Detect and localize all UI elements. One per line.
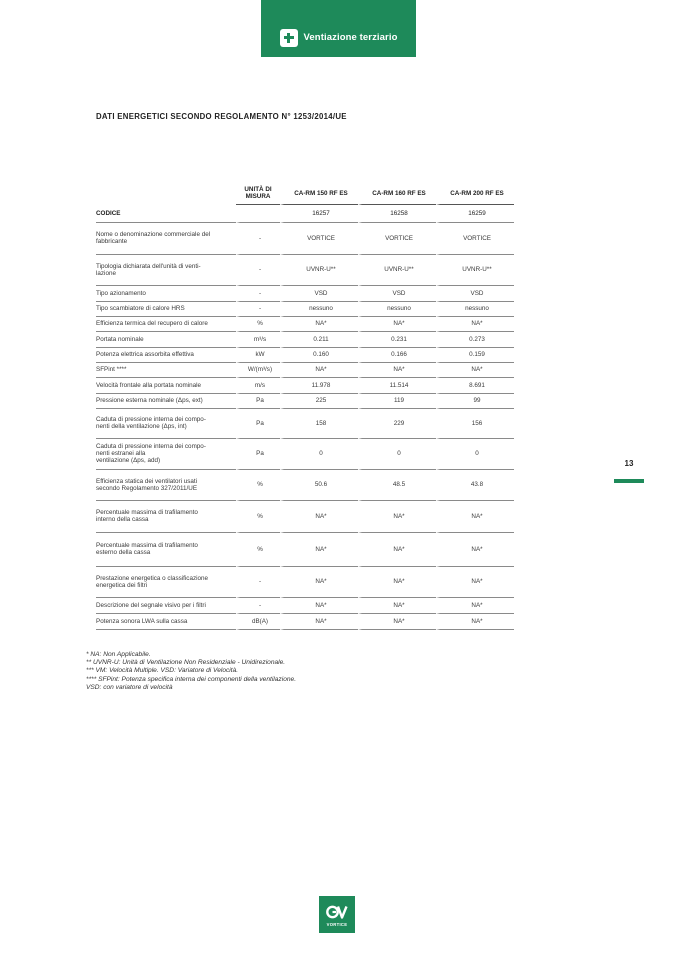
row-label: [96, 223, 236, 255]
row-value: VORTICE: [280, 223, 358, 255]
row-label: [96, 348, 236, 363]
row-label-line: Tipo scambiatore di calore HRS: [96, 305, 185, 313]
row-value: 11.514: [358, 378, 436, 394]
row-value: VORTICE: [436, 223, 514, 255]
row-unit: Pa: [236, 409, 280, 439]
row-label: [96, 302, 236, 317]
row-value: 99: [436, 394, 514, 409]
row-value: NA*: [436, 567, 514, 598]
row-label-line: nenti della ventilazione (Δps, int): [96, 423, 187, 431]
vortice-logo-icon: [326, 903, 348, 921]
row-label-line: Tipologia dichiarata dell'unità di venti-: [96, 262, 201, 270]
table-row: [96, 317, 514, 332]
table-row: [96, 533, 514, 567]
row-value: 0.231: [358, 332, 436, 348]
section-title: DATI ENERGETICI SECONDO REGOLAMENTO N° 1253/2014/UE: [96, 112, 347, 121]
table-row: [96, 409, 514, 439]
footnote: *** VM: Velocità Multiple. VSD: Variatore di Velocità.: [86, 667, 239, 675]
row-value: 16257: [280, 205, 358, 223]
row-unit: W/(m³/s): [236, 363, 280, 378]
row-value: nessuno: [436, 302, 514, 317]
table-row: [96, 223, 514, 255]
model-column-header: CA-RM 160 RF ES: [358, 186, 436, 205]
table-row: [96, 286, 514, 302]
row-unit: Pa: [236, 439, 280, 470]
row-label-line: Velocità frontale alla portata nominale: [96, 381, 202, 389]
row-unit: %: [236, 533, 280, 567]
row-label-line: esterno della cassa: [96, 549, 151, 557]
header-title: Ventiazione terziario: [303, 32, 398, 43]
row-value: nessuno: [358, 302, 436, 317]
table-row: [96, 439, 514, 470]
row-value: 229: [358, 409, 436, 439]
row-value: NA*: [280, 567, 358, 598]
row-label-line: Efficienza statica dei ventilatori usati: [96, 477, 198, 485]
row-value: UVNR-U**: [358, 255, 436, 286]
row-value: 158: [280, 409, 358, 439]
row-label: [96, 286, 236, 302]
medical-cross-icon: [280, 29, 298, 47]
row-label: [96, 567, 236, 598]
row-value: 156: [436, 409, 514, 439]
row-value: NA*: [436, 598, 514, 614]
row-value: 48.5: [358, 470, 436, 501]
row-label-line: Efficienza termica del recupero di calore: [96, 320, 208, 328]
footnote: VSD: con variatore di velocità: [86, 683, 173, 691]
row-value: 16259: [436, 205, 514, 223]
row-value: NA*: [280, 501, 358, 533]
table-row: [96, 567, 514, 598]
row-value: VSD: [280, 286, 358, 302]
row-value: NA*: [436, 363, 514, 378]
row-unit: kW: [236, 348, 280, 363]
table-row: [96, 302, 514, 317]
row-label-line: lazione: [96, 269, 116, 277]
row-label-line: Caduta di pressione interna dei compo-: [96, 416, 206, 424]
row-label-line: energetica dei filtri: [96, 581, 148, 589]
table-row: [96, 378, 514, 394]
row-value: NA*: [280, 363, 358, 378]
row-label-line: Percentuale massima di trafilamento: [96, 542, 198, 550]
row-label: [96, 378, 236, 394]
row-label-line: interno della cassa: [96, 516, 149, 524]
row-value: 11.978: [280, 378, 358, 394]
table-row: [96, 205, 514, 223]
row-value: 0: [436, 439, 514, 470]
row-value: nessuno: [280, 302, 358, 317]
row-value: 43.8: [436, 470, 514, 501]
row-value: 8.691: [436, 378, 514, 394]
footnote: * NA: Non Applicabile.: [86, 651, 151, 658]
row-label-line: Portata nominale: [96, 335, 144, 343]
row-value: VORTICE: [358, 223, 436, 255]
model-column-header: CA-RM 200 RF ES: [436, 186, 514, 205]
row-label: [96, 533, 236, 567]
row-label-line: Descrizione del segnale visivo per i filtri: [96, 601, 206, 609]
row-value: NA*: [358, 501, 436, 533]
unit-header-line-2: MISURA: [245, 193, 271, 201]
table-row: [96, 501, 514, 533]
energy-data-table: [96, 186, 514, 630]
logo-name: VORTICE: [326, 921, 348, 927]
row-label-line: Potenza elettrica assorbita effettiva: [96, 351, 194, 359]
row-value: UVNR-U**: [436, 255, 514, 286]
row-label-line: Pressione esterna nominale (Δps, ext): [96, 397, 203, 405]
row-label-line: ventilazione (Δps, add): [96, 457, 161, 465]
row-unit: %: [236, 470, 280, 501]
row-label-line: Nome o denominazione commerciale del: [96, 231, 211, 239]
table-row: [96, 363, 514, 378]
row-label: [96, 598, 236, 614]
row-value: 0: [358, 439, 436, 470]
row-unit: -: [236, 255, 280, 286]
row-label: [96, 614, 236, 630]
row-label: [96, 363, 236, 378]
row-value: 0.273: [436, 332, 514, 348]
row-unit: Pa: [236, 394, 280, 409]
row-value: 225: [280, 394, 358, 409]
row-value: VSD: [436, 286, 514, 302]
row-label-line: secondo Regolamento 327/2011/UE: [96, 484, 198, 492]
row-label-line: fabbricante: [96, 238, 128, 246]
row-value: NA*: [280, 317, 358, 332]
row-unit: %: [236, 317, 280, 332]
row-label-line: Prestazione energetica o classificazione: [96, 574, 209, 582]
footnote: ** UVNR-U: Unità di Ventilazione Non Residenziale - Unidirezionale.: [86, 659, 286, 667]
unit-header-line-1: UNITÀ DI: [244, 186, 272, 193]
table-row: [96, 470, 514, 501]
row-label-line: SFPint ****: [96, 366, 127, 374]
row-value: 16258: [358, 205, 436, 223]
row-unit: -: [236, 286, 280, 302]
row-label-line: CODICE: [96, 209, 121, 217]
page-marker-bar: [614, 479, 644, 483]
row-value: NA*: [358, 614, 436, 630]
row-label: [96, 205, 236, 223]
row-label: [96, 317, 236, 332]
row-label: [96, 501, 236, 533]
row-unit: -: [236, 302, 280, 317]
row-value: 119: [358, 394, 436, 409]
row-value: NA*: [436, 501, 514, 533]
row-value: 50.6: [280, 470, 358, 501]
row-label: [96, 439, 236, 470]
row-unit: -: [236, 567, 280, 598]
row-label-line: Potenza sonora LWA sulla cassa: [96, 617, 188, 625]
row-value: NA*: [280, 598, 358, 614]
row-value: NA*: [436, 614, 514, 630]
row-value: NA*: [436, 317, 514, 332]
row-value: UVNR-U**: [280, 255, 358, 286]
row-unit: -: [236, 598, 280, 614]
row-label: [96, 409, 236, 439]
page-number: 13: [624, 459, 634, 468]
row-label-line: nenti estranei alla: [96, 450, 146, 458]
row-label-line: Tipo azionamento: [96, 289, 146, 297]
row-value: NA*: [358, 317, 436, 332]
row-unit: m³/s: [236, 332, 280, 348]
row-value: 0.166: [358, 348, 436, 363]
row-value: 0.211: [280, 332, 358, 348]
row-unit: -: [236, 223, 280, 255]
row-label-line: Percentuale massima di trafilamento: [96, 509, 198, 517]
row-value: NA*: [358, 598, 436, 614]
row-unit: [236, 205, 280, 223]
header-empty: [96, 186, 236, 205]
vortice-logo: [319, 896, 355, 933]
table-row: [96, 614, 514, 630]
table-row: [96, 255, 514, 286]
row-value: 0.159: [436, 348, 514, 363]
model-column-header: CA-RM 150 RF ES: [280, 186, 358, 205]
footnotes: [86, 651, 296, 692]
unit-column-header: [236, 186, 280, 205]
table-row: [96, 348, 514, 363]
row-unit: m/s: [236, 378, 280, 394]
row-value: VSD: [358, 286, 436, 302]
row-value: NA*: [280, 533, 358, 567]
row-value: NA*: [358, 363, 436, 378]
row-label-line: Caduta di pressione interna dei compo-: [96, 442, 206, 450]
row-value: NA*: [358, 567, 436, 598]
row-label: [96, 332, 236, 348]
row-unit: %: [236, 501, 280, 533]
table-row: [96, 394, 514, 409]
row-value: NA*: [436, 533, 514, 567]
row-value: NA*: [358, 533, 436, 567]
header-tab: [261, 0, 416, 57]
table-row: [96, 598, 514, 614]
row-label: [96, 394, 236, 409]
row-unit: dB(A): [236, 614, 280, 630]
row-value: 0: [280, 439, 358, 470]
footnote: **** SFPint: Potenza specifica interna dei componenti della ventilazione.: [86, 675, 297, 683]
table-row: [96, 332, 514, 348]
row-value: NA*: [280, 614, 358, 630]
row-label: [96, 470, 236, 501]
row-value: 0.160: [280, 348, 358, 363]
row-label: [96, 255, 236, 286]
